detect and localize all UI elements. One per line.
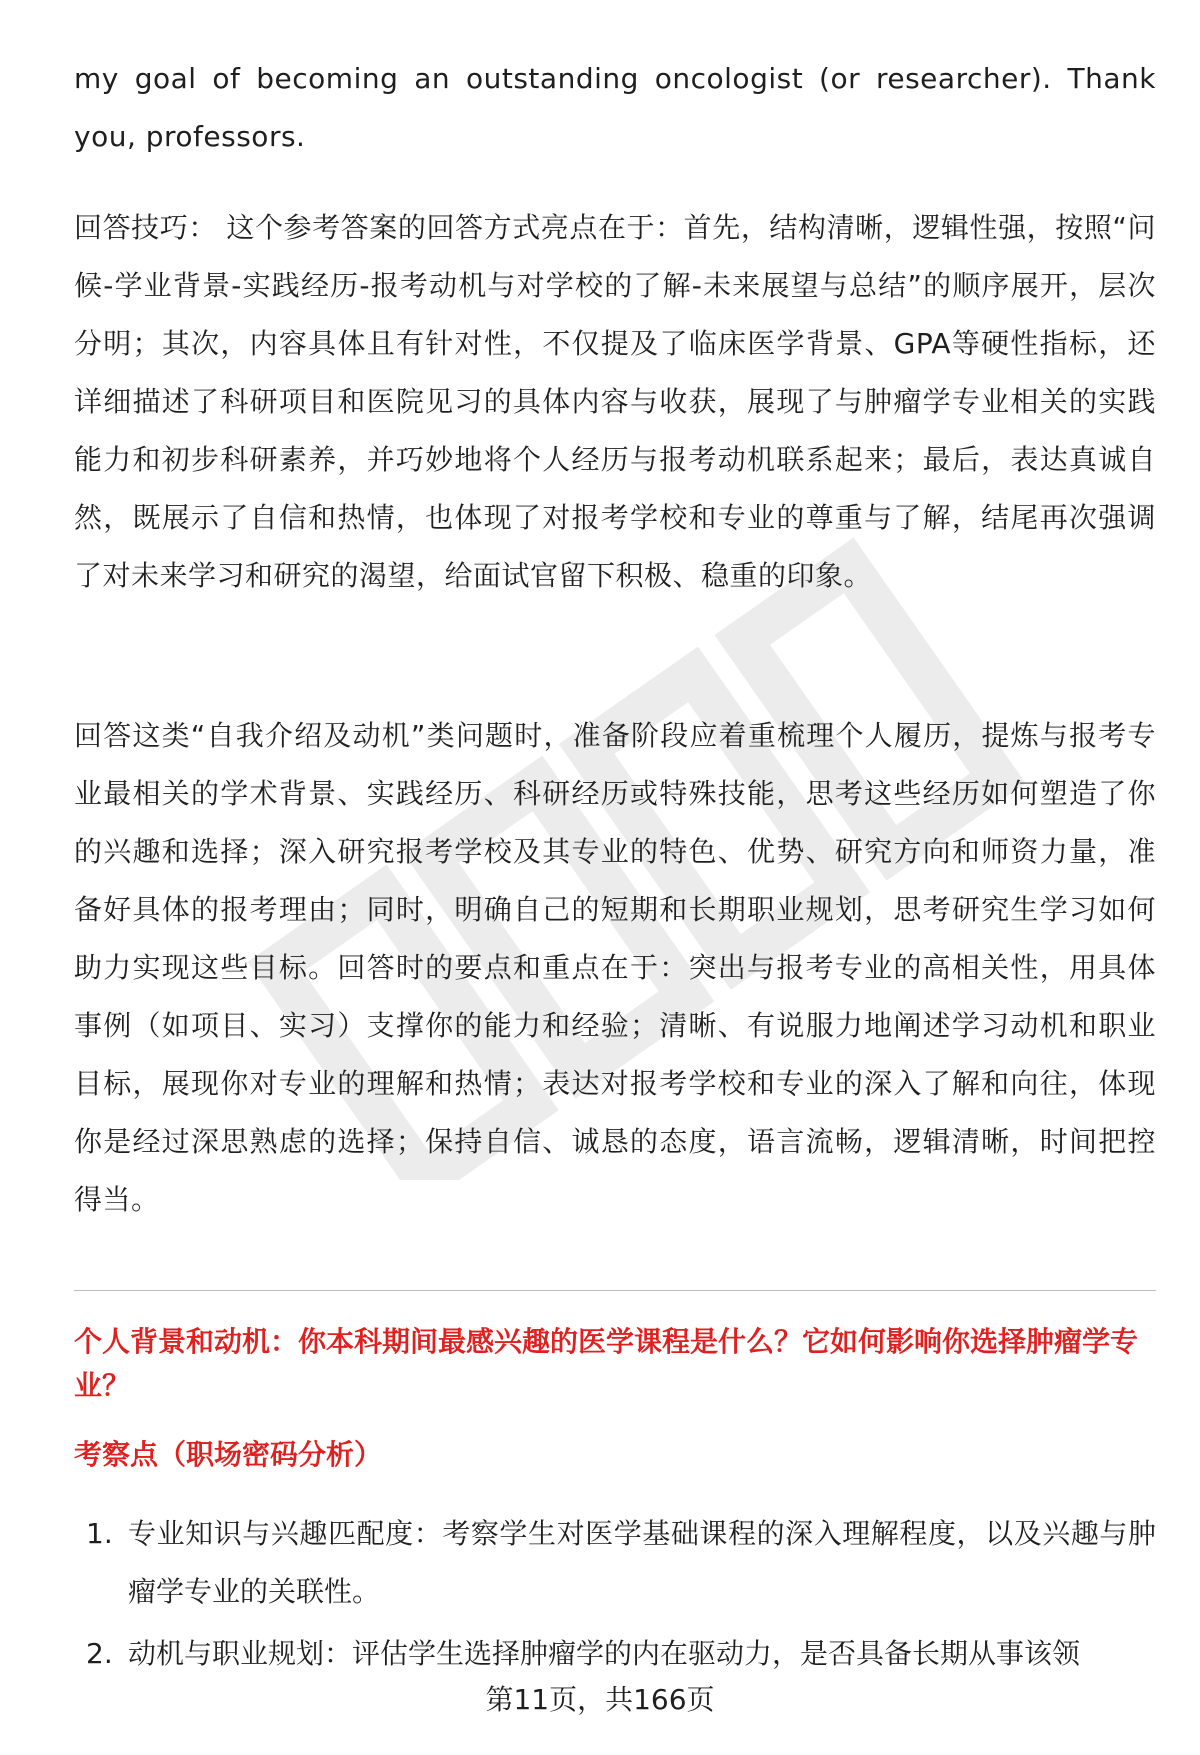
list-item-number: 1. <box>86 1517 113 1550</box>
list-item <box>74 1625 1156 1683</box>
assessment-points-heading: 考察点（职场密码分析） <box>74 1438 383 1471</box>
page-number-footer: 第11页，共166页 <box>485 1683 715 1716</box>
answer-advice-paragraph: 回答这类“自我介绍及动机”类问题时，准备阶段应着重梳理个人履历，提炼与报考专业最相关的学术背景、实践经历、科研经历或特殊技能，思考这些经历如何塑造了你的兴趣和选择；深入研究报考学校及其专业的特色、优势、研究方向和师资力量，准备好具体的报考理由；同时，明确自己的短期和长期职业规划，思考研究生学习如何助力实现这些目标。回答时的要点和重点在于：突出与报考专业的高相关性，用具体事例（如项目、实习）支撑你的能力和经验；清晰、有说服力地阐述学习动机和职业目标，展现你对专业的理解和热情；表达对报考学校和专业的深入了解和向往，体现你是经过深思熟虑的选择；保持自信、诚恳的态度，语言流畅，逻辑清晰，时间把控得当。 <box>74 719 1156 1216</box>
list-item-number: 2. <box>86 1637 113 1670</box>
section-divider <box>74 1290 1156 1291</box>
list-item-text: 专业知识与兴趣匹配度：考察学生对医学基础课程的深入理解程度，以及兴趣与肿瘤学专业的关联性。 <box>128 1517 1156 1608</box>
intro-answer-tail: my goal of becoming an outstanding oncologist (or researcher). Thank you, professors. <box>74 62 1156 153</box>
interview-question: 个人背景和动机：你本科期间最感兴趣的医学课程是什么？它如何影响你选择肿瘤学专业？ <box>74 1325 1139 1402</box>
list-item-text: 动机与职业规划：评估学生选择肿瘤学的内在驱动力，是否具备长期从事该领 <box>128 1637 1081 1670</box>
list-item <box>74 1505 1156 1621</box>
answer-tips-paragraph: 回答技巧： 这个参考答案的回答方式亮点在于：首先，结构清晰，逻辑性强，按照“问候-学业背景-实践经历-报考动机与对学校的了解-未来展望与总结”的顺序展开，层次分明；其次，内容具体且有针对性，不仅提及了临床医学背景、GPA等硬性指标，还详细描述了科研项目和医院见习的具体内容与收获，展现了与肿瘤学专业相关的实践能力和初步科研素养，并巧妙地将个人经历与报考动机联系起来；最后，表达真诚自然，既展示了自信和热情，也体现了对报考学校和专业的尊重与了解，结尾再次强调了对未来学习和研究的渴望，给面试官留下积极、稳重的印象。 <box>74 211 1156 592</box>
assessment-points-list <box>74 1505 1156 1687</box>
